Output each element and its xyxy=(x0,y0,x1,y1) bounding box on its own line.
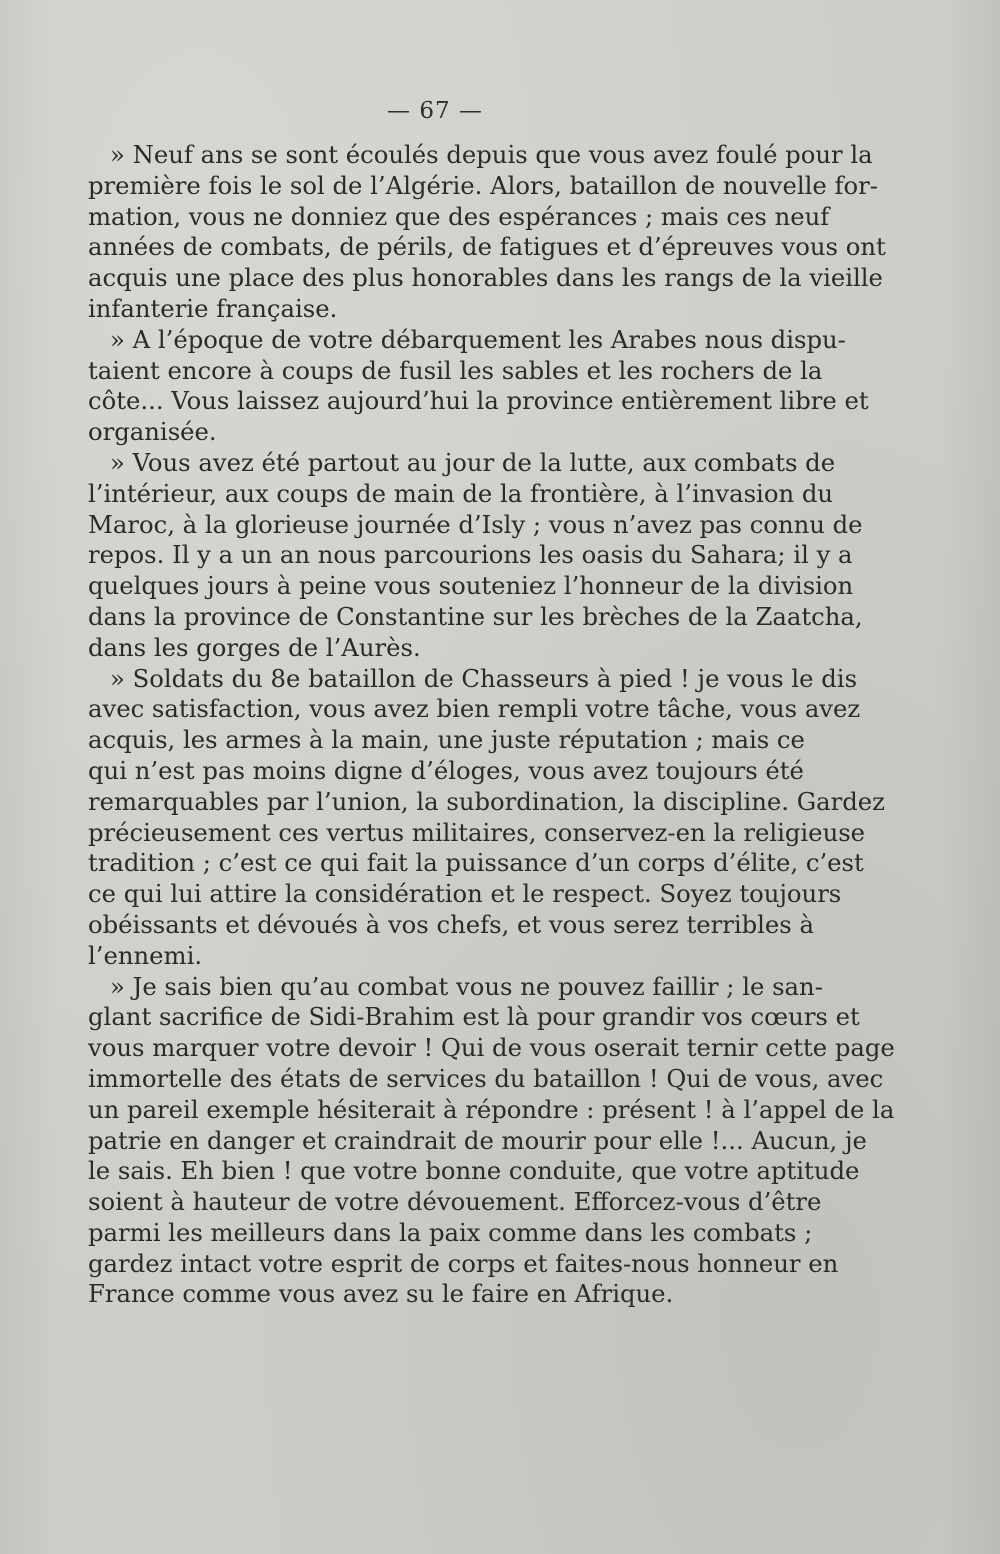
text-line: patrie en danger et craindrait de mourir pour elle !... Aucun, je xyxy=(88,1125,867,1155)
text-line: tradition ; c’est ce qui fait la puissance d’un corps d’élite, c’est xyxy=(88,848,864,878)
text-line: acquis une place des plus honorables dans les rangs de la vieille xyxy=(88,263,883,293)
text-line: France comme vous avez su le faire en Afrique. xyxy=(88,1279,674,1309)
text-line: ce qui lui attire la considération et le respect. Soyez toujours xyxy=(88,879,842,909)
text-line: » Vous avez été partout au jour de la lutte, aux combats de xyxy=(110,447,836,477)
text-line: obéissants et dévoués à vos chefs, et vous serez terribles à xyxy=(88,909,814,939)
text-line: première fois le sol de l’Algérie. Alors, bataillon de nouvelle for- xyxy=(88,170,878,200)
text-line: glant sacrifice de Sidi-Brahim est là pour grandir vos cœurs et xyxy=(88,1002,860,1032)
text-line: » Je sais bien qu’au combat vous ne pouvez faillir ; le san- xyxy=(110,971,823,1001)
text-line: infanterie française. xyxy=(88,293,338,323)
text-line: mation, vous ne donniez que des espérances ; mais ces neuf xyxy=(88,201,830,231)
text-line: quelques jours à peine vous souteniez l’honneur de la division xyxy=(88,571,854,601)
text-line: dans les gorges de l’Aurès. xyxy=(88,632,421,662)
body-text xyxy=(88,140,895,1310)
text-line: » Soldats du 8e bataillon de Chasseurs à pied ! je vous le dis xyxy=(110,663,858,693)
text-line: taient encore à coups de fusil les sables et les rochers de la xyxy=(88,355,823,385)
text-line: gardez intact votre esprit de corps et faites-nous honneur en xyxy=(88,1248,839,1278)
text-line: organisée. xyxy=(88,417,217,447)
text-line: immortelle des états de services du bataillon ! Qui de vous, avec xyxy=(88,1063,884,1093)
text-line: vous marquer votre devoir ! Qui de vous oserait ternir cette page xyxy=(88,1033,895,1063)
text-line: l’intérieur, aux coups de main de la frontière, à l’invasion du xyxy=(88,478,834,508)
text-line: » Neuf ans se sont écoulés depuis que vous avez foulé pour la xyxy=(110,140,873,169)
text-line: dans la province de Constantine sur les brèches de la Zaatcha, xyxy=(88,601,863,631)
text-line: remarquables par l’union, la subordination, la discipline. Gardez xyxy=(88,786,885,816)
text-line: un pareil exemple hésiterait à répondre : présent ! à l’appel de la xyxy=(88,1094,895,1124)
text-line: repos. Il y a un an nous parcourions les oasis du Sahara; il y a xyxy=(88,540,853,570)
text-line: précieusement ces vertus militaires, conservez-en la religieuse xyxy=(88,817,866,847)
text-line: soient à hauteur de votre dévouement. Efforcez-vous d’être xyxy=(88,1187,822,1217)
text-line: côte... Vous laissez aujourd’hui la province entièrement libre et xyxy=(88,386,869,416)
text-line: le sais. Eh bien ! que votre bonne conduite, que votre aptitude xyxy=(88,1156,860,1186)
text-line: qui n’est pas moins digne d’éloges, vous avez toujours été xyxy=(88,755,804,785)
text-line: » A l’époque de votre débarquement les Arabes nous dispu- xyxy=(110,324,846,354)
text-line: années de combats, de périls, de fatigues et d’épreuves vous ont xyxy=(88,232,886,262)
text-line: avec satisfaction, vous avez bien rempli votre tâche, vous avez xyxy=(88,694,861,724)
text-line: parmi les meilleurs dans la paix comme dans les combats ; xyxy=(88,1217,813,1247)
text-line: l’ennemi. xyxy=(88,940,203,970)
page-number: — 67 — xyxy=(387,98,483,124)
text-line: Maroc, à la glorieuse journée d’Isly ; vous n’avez pas connu de xyxy=(88,509,863,539)
text-line: acquis, les armes à la main, une juste réputation ; mais ce xyxy=(88,725,805,755)
